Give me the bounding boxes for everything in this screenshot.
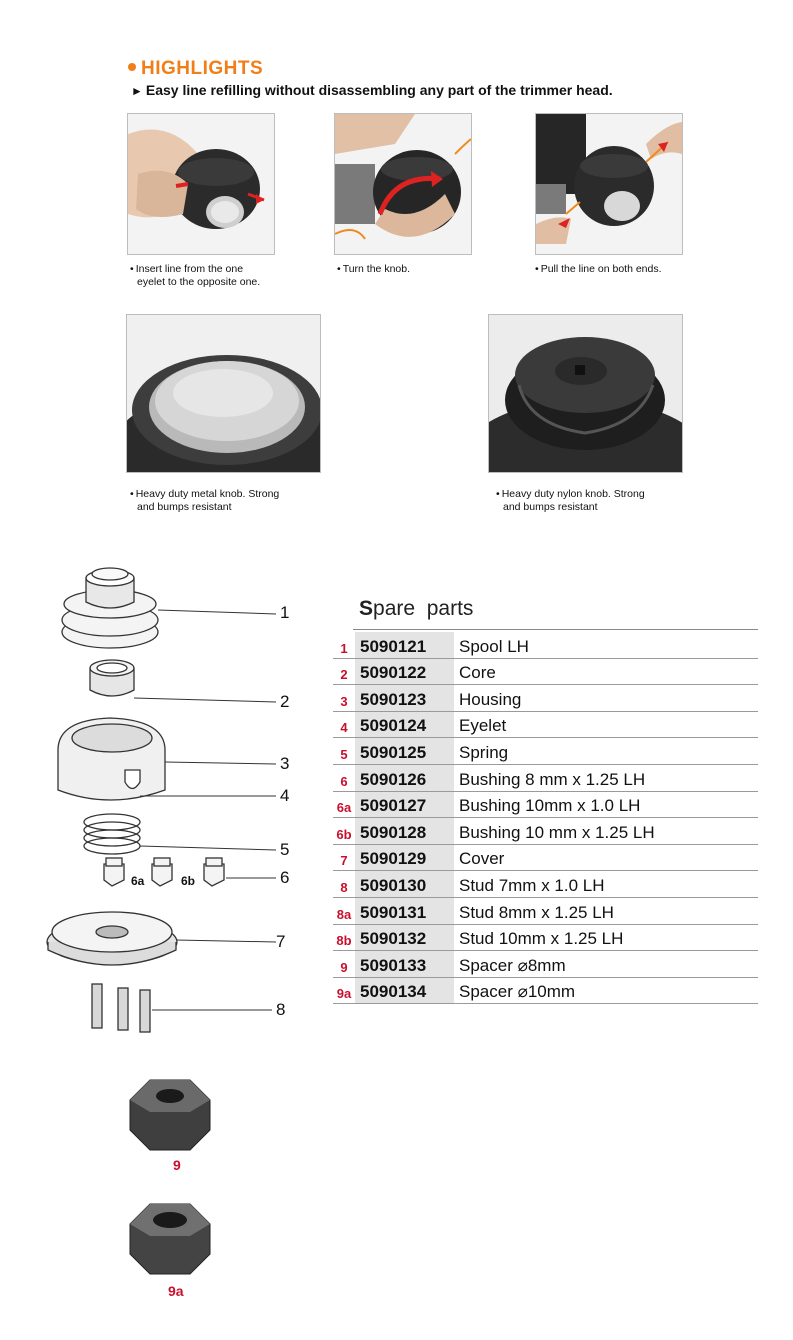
part-index: 5 (333, 738, 355, 765)
spacer-10mm-image (125, 1196, 215, 1280)
part-index: 9a (333, 977, 355, 1004)
table-row (333, 924, 758, 951)
part-description: Spool LH (454, 632, 758, 658)
table-row (333, 818, 758, 845)
part-description: Spacer ⌀8mm (454, 951, 758, 978)
part-code: 5090127 (355, 791, 454, 818)
nylon-knob-caption: • Heavy duty nylon knob. Strong and bumps resistant (496, 488, 645, 513)
table-row (333, 951, 758, 978)
spacer-8mm-image (125, 1072, 215, 1156)
table-row (333, 977, 758, 1004)
bushing-label-6a: 6a (131, 874, 145, 888)
title-divider (353, 629, 758, 630)
table-row (333, 632, 758, 658)
bushing-parts (104, 858, 224, 886)
highlights-subtitle: ► Easy line refilling without disassembling any part of the trimmer head. (131, 82, 613, 98)
part-index: 1 (333, 632, 355, 658)
spring-part (84, 814, 140, 854)
part-description: Spring (454, 738, 758, 765)
part-description: Core (454, 658, 758, 685)
cover-part (47, 912, 177, 965)
spare-parts-title: Spare parts (359, 597, 474, 620)
bushing-label-6b: 6b (181, 874, 196, 888)
spare-parts-table (333, 632, 758, 1004)
part-code: 5090128 (355, 818, 454, 845)
step-caption-pull: • Pull the line on both ends. (535, 263, 662, 275)
stud-parts (92, 984, 150, 1032)
callout-7: 7 (276, 932, 286, 951)
callout-6: 6 (280, 868, 290, 887)
part-index: 6 (333, 764, 355, 791)
part-description: Eyelet (454, 711, 758, 738)
part-index: 4 (333, 711, 355, 738)
step-photo-pull-line (535, 113, 683, 255)
part-description: Housing (454, 685, 758, 712)
part-description: Spacer ⌀10mm (454, 977, 758, 1004)
table-row (333, 658, 758, 685)
part-description: Stud 8mm x 1.25 LH (454, 897, 758, 924)
part-description: Cover (454, 844, 758, 871)
part-description: Stud 7mm x 1.0 LH (454, 871, 758, 898)
step-photo-turn-knob (334, 113, 472, 255)
play-triangle-icon: ► (131, 84, 143, 98)
part-description: Bushing 10 mm x 1.25 LH (454, 818, 758, 845)
part-code: 5090130 (355, 871, 454, 898)
part-index: 8 (333, 871, 355, 898)
callout-5: 5 (280, 840, 290, 859)
step-photo-insert-line (127, 113, 275, 255)
part-index: 9 (333, 951, 355, 978)
part-code: 5090133 (355, 951, 454, 978)
table-row (333, 897, 758, 924)
nylon-knob-photo (488, 314, 683, 473)
part-index: 3 (333, 685, 355, 712)
spacer-label-9a: 9a (168, 1283, 184, 1299)
callout-8: 8 (276, 1000, 286, 1019)
part-code: 5090123 (355, 685, 454, 712)
part-index: 6b (333, 818, 355, 845)
part-description: Bushing 10mm x 1.0 LH (454, 791, 758, 818)
callout-3: 3 (280, 754, 290, 773)
callout-4: 4 (280, 786, 290, 805)
table-row (333, 711, 758, 738)
step-caption-turn: • Turn the knob. (337, 263, 411, 275)
part-code: 5090125 (355, 738, 454, 765)
metal-knob-caption: • Heavy duty metal knob. Strong and bumps resistant (130, 488, 280, 513)
part-index: 7 (333, 844, 355, 871)
metal-knob-photo (126, 314, 321, 473)
part-code: 5090122 (355, 658, 454, 685)
table-row (333, 764, 758, 791)
part-code: 5090121 (355, 632, 454, 658)
part-index: 2 (333, 658, 355, 685)
bullet-dot-icon (128, 63, 136, 71)
spacer-label-9: 9 (173, 1157, 181, 1173)
part-index: 8a (333, 897, 355, 924)
spool-part (62, 568, 158, 648)
table-row (333, 871, 758, 898)
part-description: Stud 10mm x 1.25 LH (454, 924, 758, 951)
table-row (333, 791, 758, 818)
part-code: 5090129 (355, 844, 454, 871)
part-code: 5090132 (355, 924, 454, 951)
part-index: 8b (333, 924, 355, 951)
callout-1: 1 (280, 603, 290, 622)
part-description: Bushing 8 mm x 1.25 LH (454, 764, 758, 791)
part-code: 5090131 (355, 897, 454, 924)
core-part (90, 660, 134, 696)
callout-2: 2 (280, 692, 290, 711)
part-code: 5090124 (355, 711, 454, 738)
highlights-title: HIGHLIGHTS (128, 58, 263, 80)
table-row (333, 685, 758, 712)
exploded-parts-diagram (40, 560, 300, 1040)
step-caption-insert: • Insert line from the one eyelet to the opposite one. (130, 263, 261, 288)
table-row (333, 738, 758, 765)
table-row (333, 844, 758, 871)
part-index: 6a (333, 791, 355, 818)
part-code: 5090134 (355, 977, 454, 1004)
housing-part (58, 718, 165, 800)
part-code: 5090126 (355, 764, 454, 791)
